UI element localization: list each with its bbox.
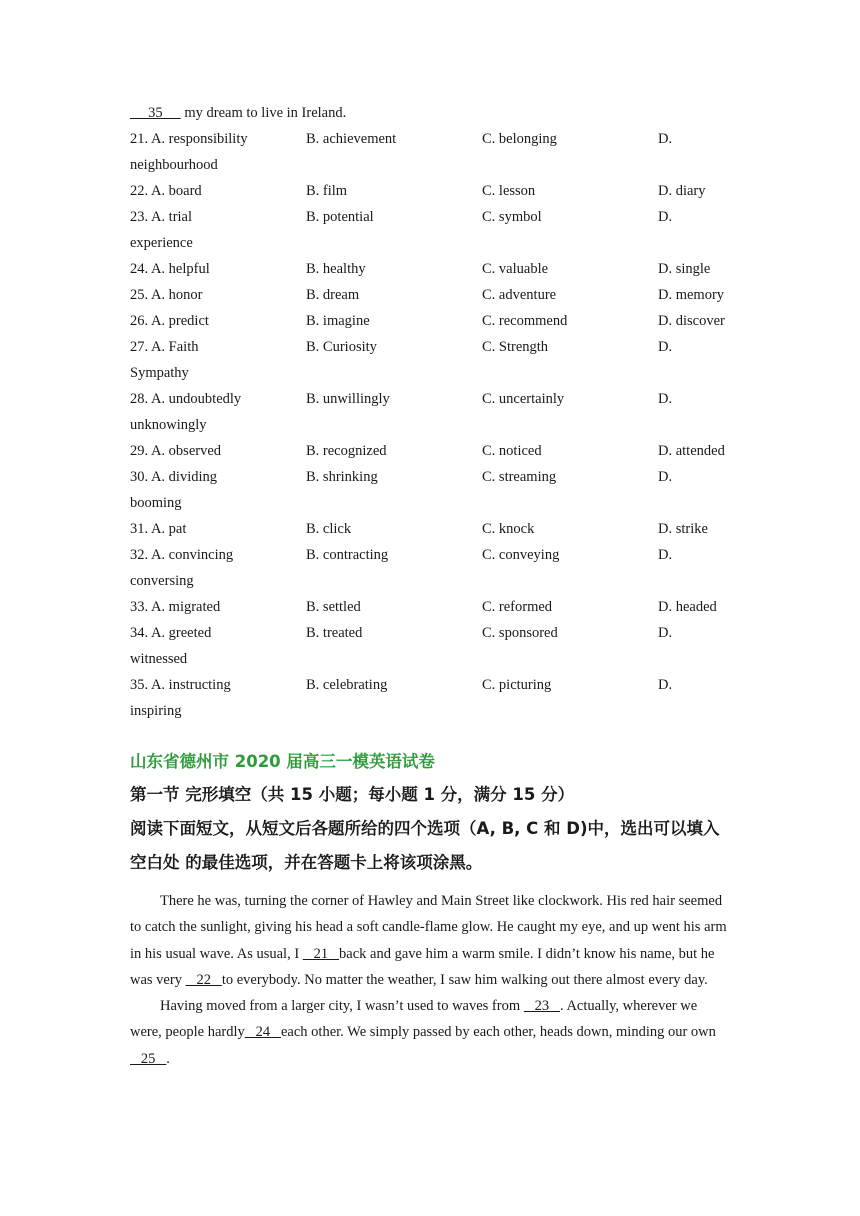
question-row <box>130 386 730 412</box>
option-a: 31. A. pat <box>130 521 187 537</box>
passage-text: back and gave him a warm smile. I didn’t know his name, but he was very <box>130 945 715 988</box>
option-c: C. sponsored <box>482 625 558 641</box>
question-row <box>130 516 730 542</box>
option-d-wrap: unknowingly <box>130 417 207 433</box>
instruction-line-1: 阅读下面短文，从短文后各题所给的四个选项（A, B, C 和 D)中，选出可以填入 <box>130 819 720 838</box>
option-c: C. noticed <box>482 443 542 459</box>
option-d: D. <box>658 547 673 563</box>
passage-text: . <box>166 1050 170 1067</box>
blank-25: 25 <box>130 1050 167 1067</box>
exam-title: 山东省德州市 2020 届高三一模英语试卷 <box>130 752 435 771</box>
passage-text: There he was, turning the corner of Hawley and Main Street like clockwork. His red hair seemed to catch the sunlight, giving his head a soft candle-flame glow. He caught my eye, and up went his arm in his usual wave. As usual, I <box>130 893 727 962</box>
option-d: D. single <box>658 261 711 277</box>
question-row <box>130 204 730 230</box>
option-d-wrap: booming <box>130 495 182 511</box>
passage-paragraph-1 <box>130 888 730 993</box>
option-a: 26. A. predict <box>130 313 209 329</box>
question-row <box>130 438 730 464</box>
option-a: 33. A. migrated <box>130 599 221 615</box>
option-c: C. recommend <box>482 313 568 329</box>
option-b: B. settled <box>306 599 361 615</box>
option-c: C. symbol <box>482 209 542 225</box>
option-c: C. adventure <box>482 287 557 303</box>
question-row <box>130 334 730 360</box>
option-c: C. conveying <box>482 547 560 563</box>
blank-35: 35 <box>130 105 181 121</box>
passage-paragraph-2 <box>130 993 730 1072</box>
option-d-wrap: Sympathy <box>130 365 189 381</box>
option-b: B. healthy <box>306 261 366 277</box>
option-a: 35. A. instructing <box>130 677 231 693</box>
passage-text: . Actually, wherever we were, people hardly <box>130 998 698 1041</box>
question-row <box>130 464 730 490</box>
option-a: 27. A. Faith <box>130 339 199 355</box>
option-d: D. diary <box>658 183 706 199</box>
blank-21: 21 <box>302 945 340 962</box>
option-b: B. recognized <box>306 443 387 459</box>
passage-text: to everybody. No matter the weather, I saw him walking out there almost every day. <box>221 971 708 988</box>
intro-line <box>130 100 730 126</box>
option-d: D. <box>658 209 673 225</box>
option-d: D. attended <box>658 443 725 459</box>
option-a: 30. A. dividing <box>130 469 218 485</box>
option-d: D. <box>658 339 673 355</box>
question-row <box>130 126 730 152</box>
option-c: C. picturing <box>482 677 552 693</box>
blank-24: 24 <box>244 1024 281 1041</box>
question-row <box>130 308 730 334</box>
option-a: 21. A. responsibility <box>130 131 248 147</box>
option-d: D. <box>658 677 673 693</box>
option-b: B. contracting <box>306 547 389 563</box>
option-a: 34. A. greeted <box>130 625 212 641</box>
question-row <box>130 542 730 568</box>
option-d: D. strike <box>658 521 708 537</box>
option-b: B. dream <box>306 287 360 303</box>
option-c: C. knock <box>482 521 535 537</box>
option-a: 32. A. convincing <box>130 547 234 563</box>
instruction-line-2: 空白处 的最佳选项，并在答题卡上将该项涂黑。 <box>130 853 483 872</box>
option-b: B. achievement <box>306 131 397 147</box>
question-row <box>130 620 730 646</box>
option-d: D. headed <box>658 599 717 615</box>
option-b: B. click <box>306 521 352 537</box>
option-d: D. memory <box>658 287 725 303</box>
question-row <box>130 672 730 698</box>
option-b: B. film <box>306 183 348 199</box>
question-row <box>130 178 730 204</box>
option-d-wrap: neighbourhood <box>130 157 218 173</box>
option-d-wrap: witnessed <box>130 651 188 667</box>
option-d-wrap: experience <box>130 235 193 251</box>
option-c: C. lesson <box>482 183 536 199</box>
option-c: C. Strength <box>482 339 549 355</box>
question-list <box>130 126 730 724</box>
option-d: D. <box>658 131 673 147</box>
passage-text: Having moved from a larger city, I wasn’t used to waves from <box>160 998 524 1015</box>
question-row <box>130 256 730 282</box>
option-a: 29. A. observed <box>130 443 222 459</box>
option-d-wrap: inspiring <box>130 703 182 719</box>
option-c: C. valuable <box>482 261 549 277</box>
section-subtitle: 第一节 完形填空（共 15 小题；每小题 1 分，满分 15 分） <box>130 785 575 804</box>
intro-text: my dream to live in Ireland. <box>180 105 347 121</box>
question-row <box>130 282 730 308</box>
option-b: B. imagine <box>306 313 370 329</box>
option-b: B. potential <box>306 209 374 225</box>
option-a: 23. A. trial <box>130 209 193 225</box>
option-d: D. <box>658 625 673 641</box>
document-page <box>130 100 730 1072</box>
option-a: 24. A. helpful <box>130 261 210 277</box>
blank-22: 22 <box>185 971 222 988</box>
option-d: D. <box>658 391 673 407</box>
option-b: B. Curiosity <box>306 339 377 355</box>
option-b: B. treated <box>306 625 363 641</box>
option-b: B. celebrating <box>306 677 388 693</box>
option-c: C. reformed <box>482 599 553 615</box>
option-d-wrap: conversing <box>130 573 194 589</box>
passage-text: each other. We simply passed by each other, heads down, minding our own <box>281 1024 716 1041</box>
option-d: D. <box>658 469 673 485</box>
option-b: B. shrinking <box>306 469 378 485</box>
option-c: C. uncertainly <box>482 391 565 407</box>
option-d: D. discover <box>658 313 725 329</box>
option-b: B. unwillingly <box>306 391 390 407</box>
question-row <box>130 594 730 620</box>
option-c: C. belonging <box>482 131 557 147</box>
option-a: 25. A. honor <box>130 287 203 303</box>
blank-23: 23 <box>523 998 560 1015</box>
option-c: C. streaming <box>482 469 557 485</box>
option-a: 22. A. board <box>130 183 202 199</box>
option-a: 28. A. undoubtedly <box>130 391 242 407</box>
